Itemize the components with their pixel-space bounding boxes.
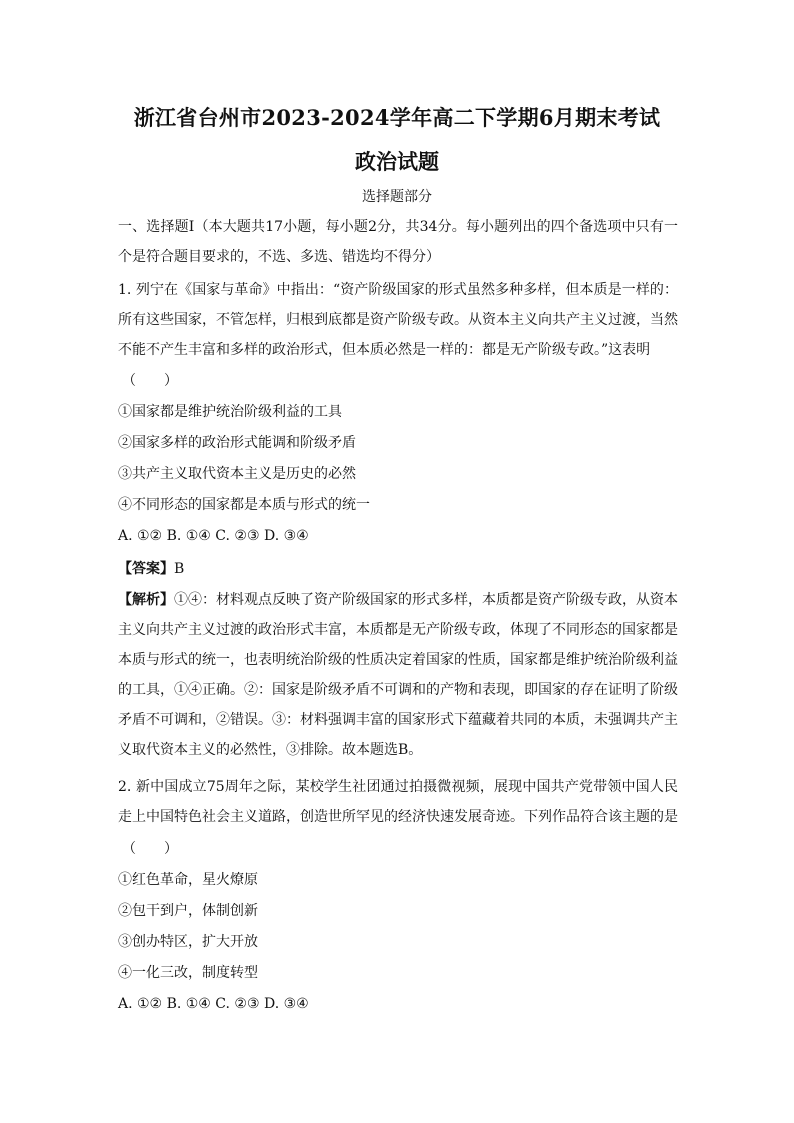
question-1-analysis (118, 585, 678, 765)
question-2-stem: 2. 新中国成立75周年之际，某校学生社团通过拍摄微视频，展现中国共产党带领中国人民走上中国特色社会主义道路，创造世所罕见的经济快速发展奇迹。下列作品符合该主题的是 (118, 779, 678, 825)
question-1-answer (118, 554, 678, 584)
answer-label: 【答案】 (118, 561, 174, 577)
question-1-option-1: ①国家都是维护统治阶级利益的工具 (118, 404, 342, 420)
exam-subject-title: 政治试题 (355, 149, 439, 174)
analysis-label: 【解析】 (118, 592, 174, 608)
analysis-text: ①④：材料观点反映了资产阶级国家的形式多样，本质都是资产阶级专政，从资本主义向共产主义过渡的政治形式丰富，本质都是无产阶级专政，体现了不同形态的国家都是本质与形式的统一，也表明统治阶级的性质决定着国家的性质，国家都是维护统治阶级利益的工具，①④正确。②：国家是阶级矛盾不可调和的产物和表现，即国家的存在证明了阶级矛盾不可调和，②错误。③：材料强调丰富的国家形式下蕴藏着共同的本质，未强调共产主义取代资本主义的必然性，③排除。故本题选B。 (118, 592, 678, 758)
section-subtitle: 选择题部分 (362, 189, 432, 205)
question-1-blank: （ ） (122, 373, 178, 389)
section-instructions: 一、选择题Ⅰ（本大题共17小题，每小题2分，共34分。每小题列出的四个备选项中只有一个是符合题目要求的，不选、多选、错选均不得分） (118, 219, 678, 265)
answer-value: B (174, 561, 185, 577)
question-2-option-3: ③创办特区，扩大开放 (118, 934, 258, 950)
question-1-option-3: ③共产主义取代资本主义是历史的必然 (118, 466, 356, 482)
exam-title: 浙江省台州市2023-2024学年高二下学期6月期末考试 (133, 105, 661, 130)
question-2-option-2: ②包干到户，体制创新 (118, 903, 258, 919)
question-1-choices: A. ①② B. ①④ C. ②③ D. ③④ (118, 528, 309, 544)
question-2-choices: A. ①② B. ①④ C. ②③ D. ③④ (118, 996, 309, 1012)
question-2-option-4: ④一化三改，制度转型 (118, 965, 258, 981)
question-2-blank: （ ） (122, 841, 178, 857)
question-1-option-4: ④不同形态的国家都是本质与形式的统一 (118, 497, 370, 513)
question-2-option-1: ①红色革命，星火燎原 (118, 872, 258, 888)
question-1-option-2: ②国家多样的政治形式能调和阶级矛盾 (118, 435, 356, 451)
question-1-stem: 1. 列宁在《国家与革命》中指出：“资产阶级国家的形式虽然多种多样，但本质是一样的：所有这些国家，不管怎样，归根到底都是资产阶级专政。从资本主义向共产主义过渡，当然不能不产生丰富和多样的政治形式，但本质必然是一样的：都是无产阶级专政。”这表明 (118, 282, 678, 358)
